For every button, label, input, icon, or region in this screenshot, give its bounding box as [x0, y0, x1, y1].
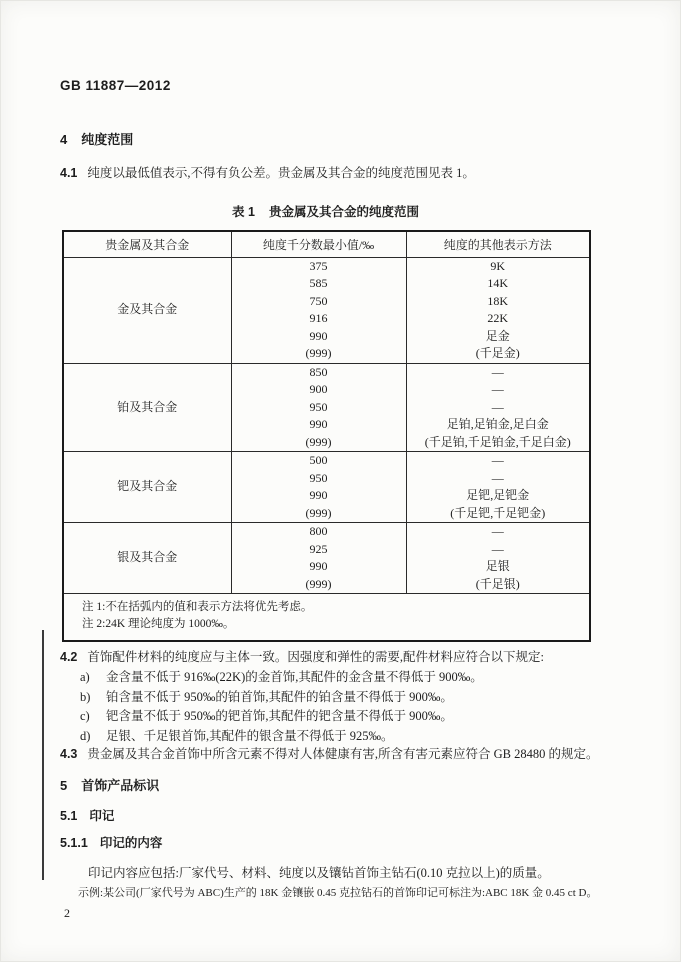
- clause-4-3: [60, 746, 642, 763]
- table-1-caption: [62, 202, 589, 220]
- column-header: 贵金属及其合金: [63, 231, 231, 257]
- purity-min-value-cell: 990: [231, 328, 406, 346]
- item-letter-label: a): [80, 670, 90, 684]
- other-representation-cell: 足银: [406, 558, 590, 576]
- heading-5-1-1: [60, 833, 642, 851]
- other-representation-cell: (千足银): [406, 576, 590, 594]
- purity-min-value-cell: 990: [231, 487, 406, 505]
- clause-4-2-item-list: [60, 668, 642, 746]
- purity-min-value-cell: 850: [231, 363, 406, 381]
- other-representation-cell: (千足钯,千足钯金): [406, 505, 590, 523]
- heading-5-1-number: 5.1: [60, 809, 78, 823]
- table-note: 注 2:24K 理论纯度为 1000‰。: [82, 618, 235, 630]
- clause-4-3-text: 贵金属及其合金首饰中所含元素不得对人体健康有害,所含有害元素应符合 GB 28480 的规定。: [87, 747, 599, 761]
- purity-min-value-cell: 900: [231, 381, 406, 399]
- section-4-heading: [60, 129, 642, 148]
- clause-4-1: [60, 165, 642, 182]
- clause-4-2-number: 4.2: [60, 650, 78, 664]
- purity-min-value-cell: 500: [231, 452, 406, 470]
- standard-number: GB 11887—2012: [60, 78, 171, 93]
- section-4-number: 4: [60, 132, 68, 147]
- purity-min-value-cell: 916: [231, 310, 406, 328]
- section-5-number: 5: [60, 778, 68, 793]
- marking-example-paragraph: 示例:某公司(厂家代号为 ABC)生产的 18K 金镶嵌 0.45 克拉钻石的首饰印记可标注为:ABC 18K 金 0.45 ct D。: [78, 887, 598, 899]
- column-header: 纯度的其他表示方法: [406, 231, 590, 257]
- item-text: 金含量不低于 916‰(22K)的金首饰,其配件的金含量不得低于 900‰。: [106, 670, 483, 684]
- revision-change-bar: [42, 630, 44, 880]
- clause-4-2-text: 首饰配件材料的纯度应与主体一致。因强度和弹性的需要,配件材料应符合以下规定:: [87, 650, 544, 664]
- heading-5-1: [60, 806, 642, 824]
- clause-4-2-item: [60, 707, 642, 727]
- purity-min-value-cell: 375: [231, 257, 406, 275]
- table-row: [63, 363, 590, 381]
- heading-5-1-title: 印记: [89, 809, 115, 823]
- other-representation-cell: 足金: [406, 328, 590, 346]
- page-number: 2: [64, 906, 70, 920]
- other-representation-cell: —: [406, 523, 590, 541]
- table-note: 注 1:不在括弧内的值和表示方法将优先考虑。: [82, 601, 313, 613]
- table-row: [63, 257, 590, 275]
- section-5-title: 首饰产品标识: [81, 778, 160, 793]
- other-representation-cell: 足铂,足铂金,足白金: [406, 416, 590, 434]
- purity-min-value-cell: (999): [231, 576, 406, 594]
- page-content: [60, 78, 642, 921]
- other-representation-cell: —: [406, 452, 590, 470]
- clause-4-1-text: 纯度以最低值表示,不得有负公差。贵金属及其合金的纯度范围见表 1。: [87, 166, 475, 180]
- purity-min-value-cell: 950: [231, 399, 406, 417]
- other-representation-cell: 18K: [406, 293, 590, 311]
- clause-4-2: [60, 649, 642, 666]
- other-representation-cell: (千足铂,千足铂金,千足白金): [406, 434, 590, 452]
- heading-5-1-1-title: 印记的内容: [99, 836, 163, 850]
- clause-4-1-number: 4.1: [60, 166, 78, 180]
- metal-name-cell: 金及其合金: [63, 257, 231, 363]
- item-letter-label: d): [80, 728, 91, 743]
- purity-table-notes-row: [63, 594, 590, 642]
- purity-min-value-cell: 925: [231, 541, 406, 559]
- table-row: [63, 523, 590, 541]
- other-representation-cell: 9K: [406, 257, 590, 275]
- other-representation-cell: —: [406, 541, 590, 559]
- other-representation-cell: (千足金): [406, 345, 590, 363]
- purity-min-value-cell: 585: [231, 275, 406, 293]
- table-row: [63, 452, 590, 470]
- purity-min-value-cell: 750: [231, 293, 406, 311]
- column-header: 纯度千分数最小值/‰: [231, 231, 406, 257]
- purity-table-body: [63, 257, 590, 594]
- clause-4-2-item: [60, 688, 642, 708]
- item-text: 钯含量不低于 950‰的钯首饰,其配件的钯含量不得低于 900‰。: [106, 709, 453, 723]
- other-representation-cell: —: [406, 363, 590, 381]
- item-letter-label: c): [80, 709, 90, 723]
- metal-name-cell: 铂及其合金: [63, 363, 231, 452]
- purity-min-value-cell: (999): [231, 434, 406, 452]
- clause-4-2-item: [60, 668, 642, 688]
- other-representation-cell: 22K: [406, 310, 590, 328]
- metal-name-cell: 银及其合金: [63, 523, 231, 594]
- metal-name-cell: 钯及其合金: [63, 452, 231, 523]
- clause-4-2-item: [60, 727, 642, 747]
- purity-min-value-cell: 990: [231, 558, 406, 576]
- item-text: 足银、千足银首饰,其配件的银含量不得低于 925‰。: [106, 728, 394, 743]
- purity-min-value-cell: (999): [231, 345, 406, 363]
- clause-4-3-number: 4.3: [60, 747, 78, 761]
- section-4-title: 纯度范围: [81, 132, 134, 147]
- item-text: 铂含量不低于 950‰的铂首饰,其配件的铂含量不得低于 900‰。: [106, 689, 453, 704]
- section-5-heading: [60, 775, 642, 794]
- other-representation-cell: —: [406, 381, 590, 399]
- table-1-caption-label: 表 1: [232, 205, 255, 219]
- other-representation-cell: —: [406, 399, 590, 417]
- purity-min-value-cell: 800: [231, 523, 406, 541]
- marking-content-paragraph: 印记内容应包括:厂家代号、材料、纯度以及镶钻首饰主钻石(0.10 克拉以上)的质量。: [88, 866, 550, 880]
- purity-min-value-cell: 950: [231, 470, 406, 488]
- purity-min-value-cell: (999): [231, 505, 406, 523]
- other-representation-cell: 足钯,足钯金: [406, 487, 590, 505]
- table-1-caption-title: 贵金属及其合金的纯度范围: [268, 205, 419, 219]
- purity-table-header-row: [63, 231, 590, 257]
- table-notes-cell: [63, 594, 590, 642]
- item-letter-label: b): [80, 689, 91, 704]
- other-representation-cell: 14K: [406, 275, 590, 293]
- heading-5-1-1-number: 5.1.1: [60, 836, 88, 850]
- purity-min-value-cell: 990: [231, 416, 406, 434]
- other-representation-cell: —: [406, 470, 590, 488]
- purity-table: [62, 230, 591, 642]
